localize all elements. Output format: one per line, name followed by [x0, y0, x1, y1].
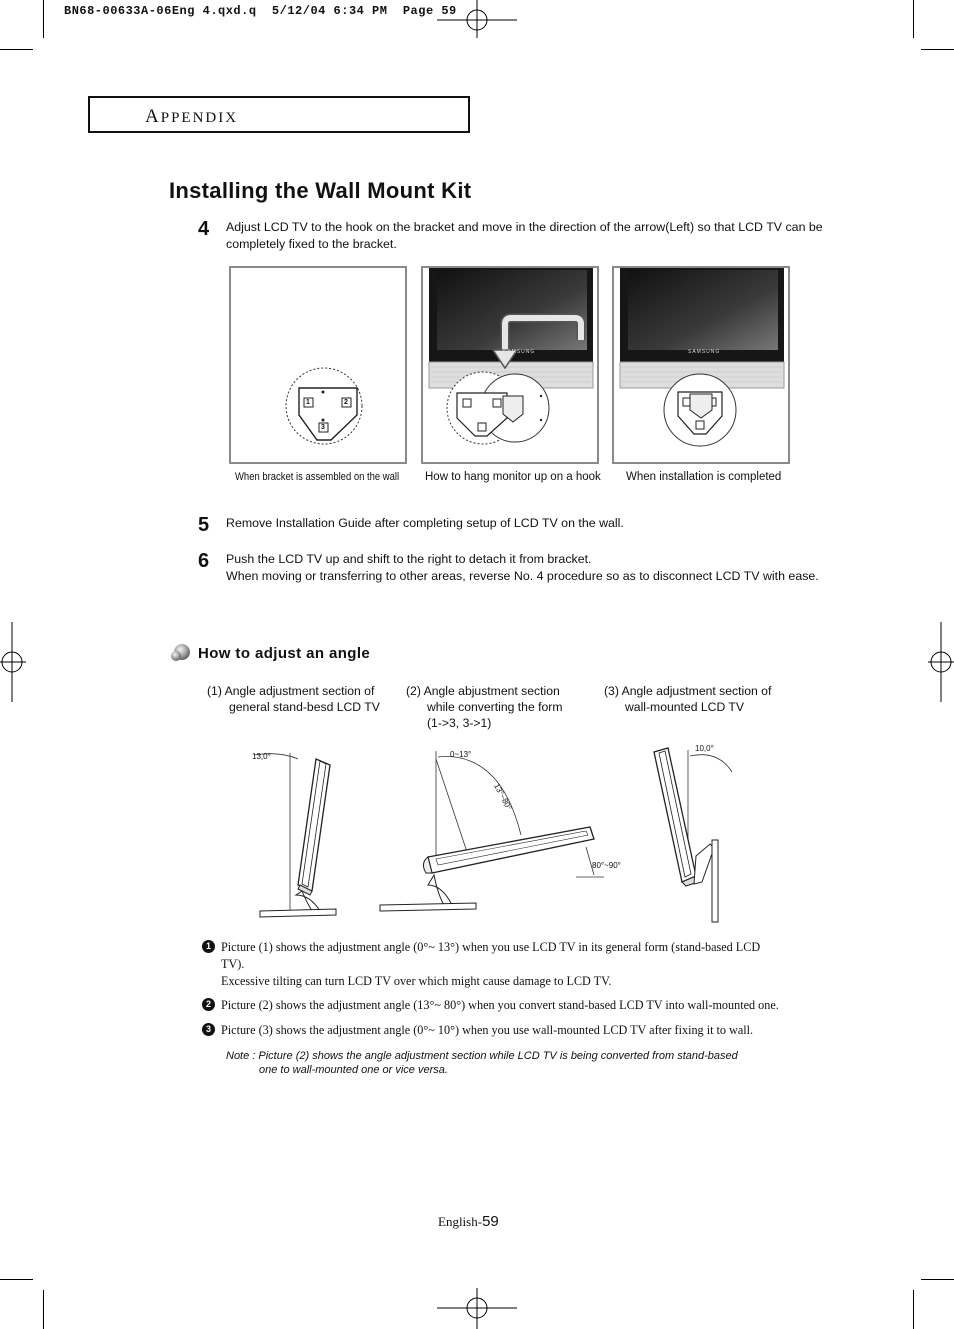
angle-label-1: (1) Angle adjustment section of general stand-besd LCD TV [207, 684, 380, 714]
crop-mark [0, 1279, 33, 1280]
note-text: Picture (3) shows the adjustment angle (0°~ 10°) when you use wall-mounted LCD TV after fixing it to wall. [221, 1023, 754, 1037]
figure-caption: When bracket is assembled on the wall [235, 471, 400, 483]
bracket-label: 1 [306, 399, 310, 406]
sphere-icon [169, 642, 193, 664]
crop-mark [921, 1279, 954, 1280]
bracket-illustration [231, 268, 405, 462]
note-number: 2 [202, 998, 215, 1011]
angle-value-label: 13°~80° [492, 782, 514, 812]
crop-mark [913, 0, 914, 38]
step-text: Adjust LCD TV to the hook on the bracket and move in the direction of the arrow(Left) so that LCD TV can be completely fixed to the bracket. [226, 220, 823, 251]
step-number: 5 [198, 514, 210, 536]
crop-mark [43, 1290, 44, 1329]
step-number: 4 [198, 218, 210, 240]
tv-brand: SAMSUNG [688, 349, 721, 355]
registration-mark-right [928, 622, 954, 702]
note-text: Picture (2) shows the adjustment angle (13°~ 80°) when you convert stand-based LCD TV into wall-mounted one. [221, 998, 779, 1012]
figure-caption: How to hang monitor up on a hook [425, 471, 601, 483]
print-header: BN68-00633A-06Eng 4.qxd.q 5/12/04 6:34 PM Page 59 [64, 4, 457, 18]
page-title: Installing the Wall Mount Kit [169, 178, 472, 203]
page-number: English-59 [438, 1213, 499, 1230]
angle-value-label: 13,0° [252, 752, 271, 761]
angle-diagram-convert [376, 745, 626, 913]
note-number: 3 [202, 1023, 215, 1036]
figure-bracket-on-wall [229, 266, 407, 464]
figure-caption: When installation is completed [626, 471, 782, 483]
tv-installed-illustration [614, 268, 788, 462]
angle-diagram-wall [648, 744, 738, 924]
crop-mark [913, 1290, 914, 1329]
bracket-label: 3 [321, 424, 325, 431]
step-number: 6 [198, 550, 210, 572]
figure-installation-completed [612, 266, 790, 464]
bracket-label: 2 [344, 399, 348, 406]
crop-mark [43, 0, 44, 38]
angle-value-label: 0~13° [450, 750, 472, 759]
figure-hang-on-hook [421, 266, 599, 464]
registration-mark-bottom [437, 1288, 517, 1329]
angle-value-label: 10,0° [695, 744, 714, 753]
angle-label-2: (2) Angle abjustment section while converting the form (1->3, 3->1) [406, 684, 563, 730]
angle-diagram-stand [250, 745, 350, 921]
crop-mark [0, 49, 33, 50]
subsection-heading: How to adjust an angle [198, 645, 371, 662]
step-text: Push the LCD TV up and shift to the right to detach it from bracket. When moving or transferring to other areas, reverse No. 4 procedure so as to disconnect LCD TV with ease. [226, 552, 819, 583]
note-text: Picture (1) shows the adjustment angle (0°~ 13°) when you use LCD TV in its general form (stand-based LCD TV). Excessive tilting can turn LCD TV over which might cause damage to LCD TV. [221, 940, 761, 988]
tv-brand: SAMSUNG [503, 349, 536, 355]
italic-note: Note : Picture (2) shows the angle adjustment section while LCD TV is being converted from stand-based one to wall-mounted one or vice versa. [226, 1050, 738, 1076]
crop-mark [921, 49, 954, 50]
angle-label-3: (3) Angle adjustment section of wall-mounted LCD TV [604, 684, 772, 714]
registration-mark-left [0, 622, 26, 702]
note-number: 1 [202, 940, 215, 953]
step-text: Remove Installation Guide after completing setup of LCD TV on the wall. [226, 516, 624, 530]
tv-hook-illustration [423, 268, 597, 462]
section-header: APPENDIX [145, 106, 239, 127]
angle-value-label: 80°~90° [592, 861, 621, 870]
